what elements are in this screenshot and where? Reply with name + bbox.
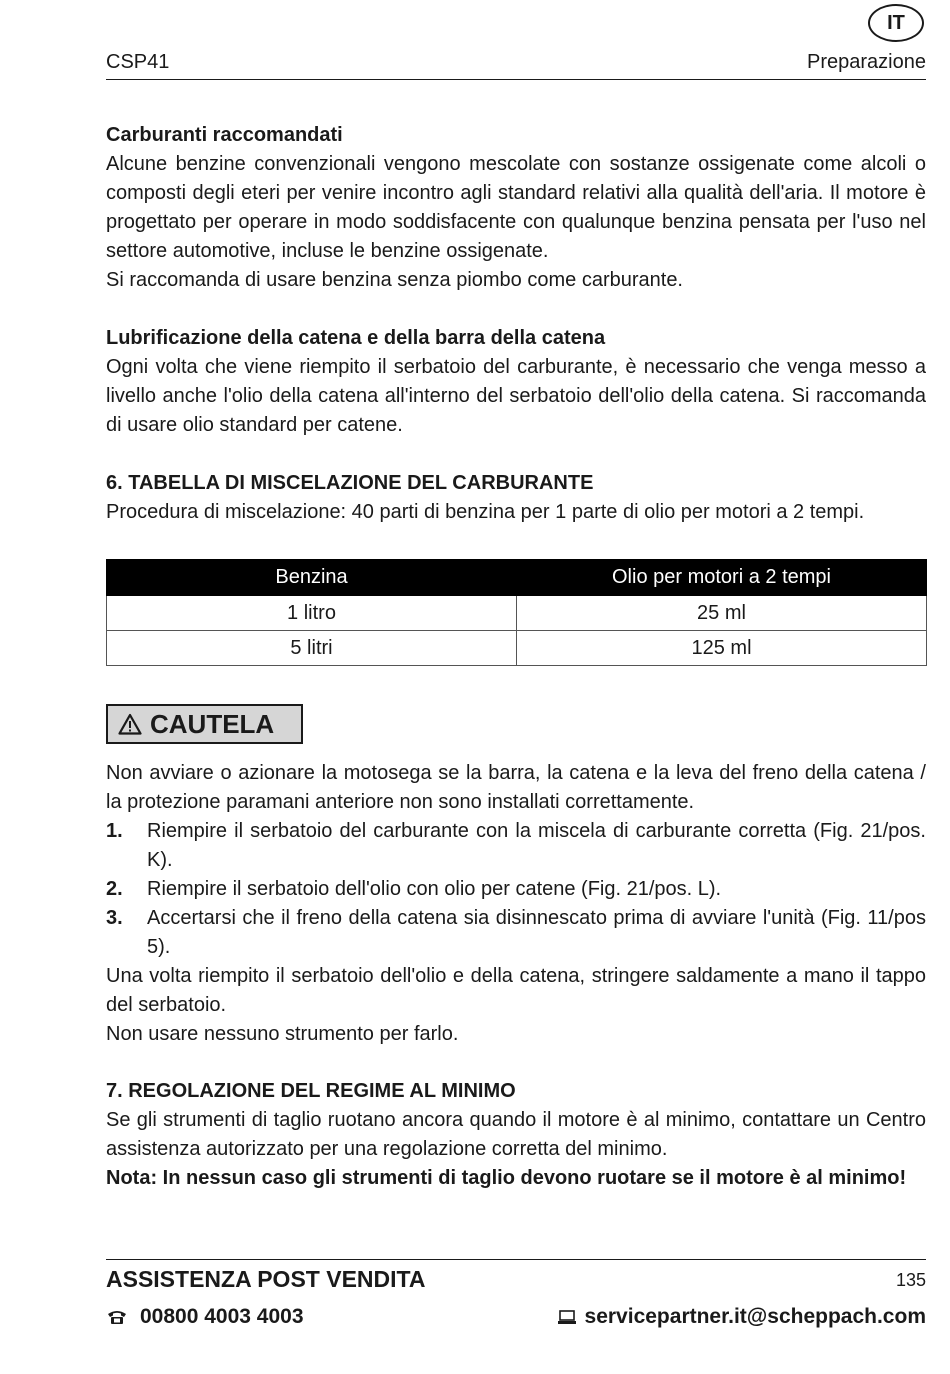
page-number: 135 (895, 1270, 926, 1290)
model-name: CSP41 (106, 51, 170, 73)
mix-text: Procedura di miscelazione: 40 parti di benzina per 1 parte di olio per motori a 2 tempi. (106, 501, 865, 523)
step-text: Accertarsi che il freno della catena sia disinnescato prima di avviare l'unità (Fig. 11/pos 5). (147, 907, 926, 958)
mix-table-header: Olio per motori a 2 tempi (517, 560, 927, 596)
caution-intro: Non avviare o azionare la motosega se la barra, la catena e la leva del freno della catena / la protezione paramani anteriore non sono installati correttamente. (106, 762, 926, 813)
caution-label: CAUTELA (150, 708, 275, 739)
fuel-section (106, 121, 926, 295)
idle-text: Se gli strumenti di taglio ruotano ancora quando il motore è al minimo, contattare un Centro assistenza autorizzato per una regolazione corretta del minimo. (106, 1109, 926, 1160)
email-address[interactable]: servicepartner.it@scheppach.com (584, 1305, 926, 1328)
idle-section (106, 1077, 926, 1193)
table-cell: 1 litro (107, 596, 517, 631)
step-text: Riempire il serbatoio del carburante con la miscela di carburante corretta (Fig. 21/pos. K). (147, 820, 926, 871)
phone-number: 00800 4003 4003 (140, 1305, 304, 1328)
step-number: 3. (106, 907, 123, 929)
laptop-icon (557, 1309, 577, 1325)
caution-section (106, 759, 926, 1049)
step-number: 1. (106, 820, 123, 842)
mix-table-header: Benzina (107, 560, 517, 596)
lube-heading: Lubrificazione della catena e della barra della catena (106, 327, 606, 349)
table-cell: 25 ml (517, 596, 927, 631)
fuel-text-2: Si raccomanda di usare benzina senza piombo come carburante. (106, 269, 683, 291)
idle-heading: 7. REGOLAZIONE DEL REGIME AL MINIMO (106, 1080, 516, 1102)
caution-box (106, 704, 303, 744)
mix-table-header-row (107, 560, 927, 596)
mix-section (106, 469, 926, 527)
footer-divider (106, 1259, 926, 1260)
lube-section (106, 324, 926, 440)
list-item (106, 817, 926, 875)
table-row (107, 631, 927, 666)
footer-email (557, 1305, 926, 1329)
section-title: Preparazione (807, 51, 926, 73)
steps-list (106, 817, 926, 962)
step-text: Riempire il serbatoio dell'olio con olio per catene (Fig. 21/pos. L). (147, 878, 722, 900)
table-row (107, 596, 927, 631)
idle-note: Nota: In nessun caso gli strumenti di taglio devono ruotare se il motore è al minimo! (106, 1167, 907, 1189)
list-item (106, 875, 926, 904)
language-code: IT (887, 11, 905, 34)
list-item (106, 904, 926, 962)
phone-icon (106, 1309, 128, 1325)
step-number: 2. (106, 878, 123, 900)
footer-phone (106, 1305, 304, 1329)
table-cell: 5 litri (107, 631, 517, 666)
mix-table (106, 559, 927, 666)
language-badge (868, 4, 924, 42)
caution-after-1: Una volta riempito il serbatoio dell'olio e della catena, stringere saldamente a mano il tappo del serbatoio. (106, 965, 926, 1016)
lube-text: Ogni volta che viene riempito il serbatoio del carburante, è necessario che venga messo a livello anche l'olio della catena all'interno del serbatoio dell'olio della catena. Si raccomanda di usare olio standard per catene. (106, 356, 926, 436)
warning-triangle-icon (118, 713, 142, 735)
fuel-text: Alcune benzine convenzionali vengono mescolate con sostanze ossigenate come alcoli o composti degli eteri per venire incontro agli standard relativi alla qualità dell'aria. Il motore è progettato per operare in modo soddisfacente con qualunque benzina pensata per l'uso nel settore automotive, incluse le benzine ossigenate. (106, 153, 926, 262)
table-cell: 125 ml (517, 631, 927, 666)
caution-after-2: Non usare nessuno strumento per farlo. (106, 1023, 459, 1045)
header-divider (106, 79, 926, 80)
fuel-heading: Carburanti raccomandati (106, 124, 343, 146)
footer-title: ASSISTENZA POST VENDITA (106, 1266, 426, 1292)
mix-heading: 6. TABELLA DI MISCELAZIONE DEL CARBURANTE (106, 472, 594, 494)
